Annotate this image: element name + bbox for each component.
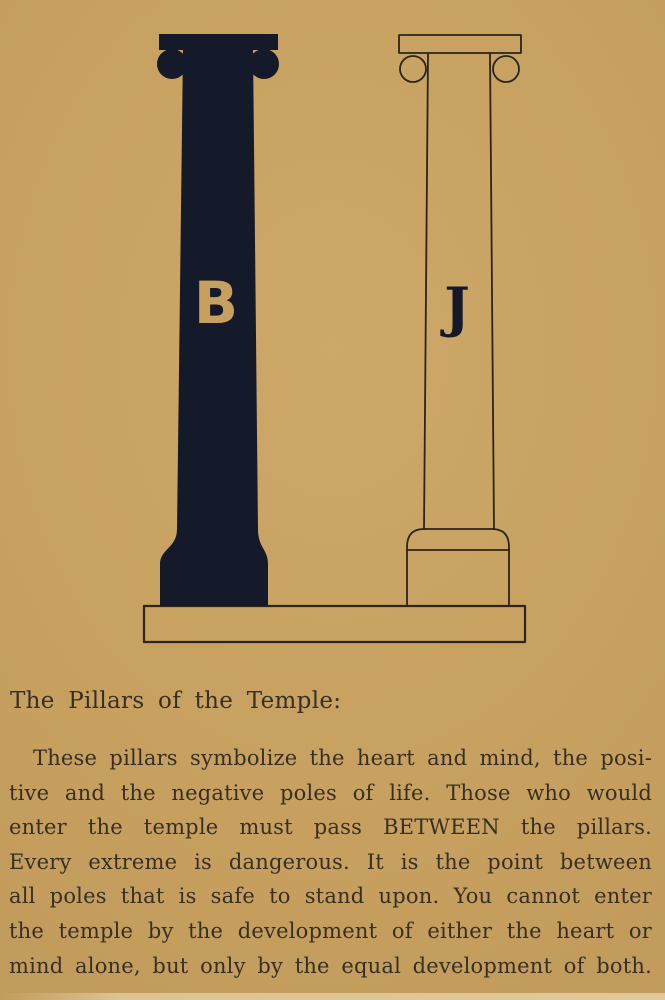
paragraph-line: enter the temple must pass BETWEEN the pillars. [9,815,652,840]
pillar-letter-b: B [193,269,239,337]
page-bottom-edge [0,993,665,1000]
white-pillar [399,35,521,606]
white-pillar-volute-left [400,56,426,82]
paragraph-line: tive and the negative poles of life. Those who would [9,780,652,805]
paragraph-line: the temple by the development of either the heart or [9,918,652,943]
white-pillar-shaft-left-edge [424,54,428,529]
black-pillar-volute-left [157,49,187,79]
white-pillar-abacus [399,35,521,53]
body-paragraph [9,741,652,983]
black-pillar [157,34,279,606]
section-heading: The Pillars of the Temple: [10,688,342,714]
white-pillar-base [407,529,509,606]
paragraph-line: These pillars symbolize the heart and mind, the posi- [33,746,652,770]
pillars-plinth [144,606,525,642]
black-pillar-base [160,529,268,606]
black-pillar-abacus [159,34,278,50]
paragraph-line: all poles that is safe to stand upon. You cannot enter [9,884,652,909]
white-pillar-volute-right [493,56,519,82]
paragraph-line: mind alone, but only by the equal development of both. [9,953,652,978]
black-pillar-volute-right [249,49,279,79]
paragraph-line: Every extreme is dangerous. It is the point between [9,849,652,874]
pillar-letter-j: J [444,275,470,339]
white-pillar-shaft-right-edge [490,54,494,529]
